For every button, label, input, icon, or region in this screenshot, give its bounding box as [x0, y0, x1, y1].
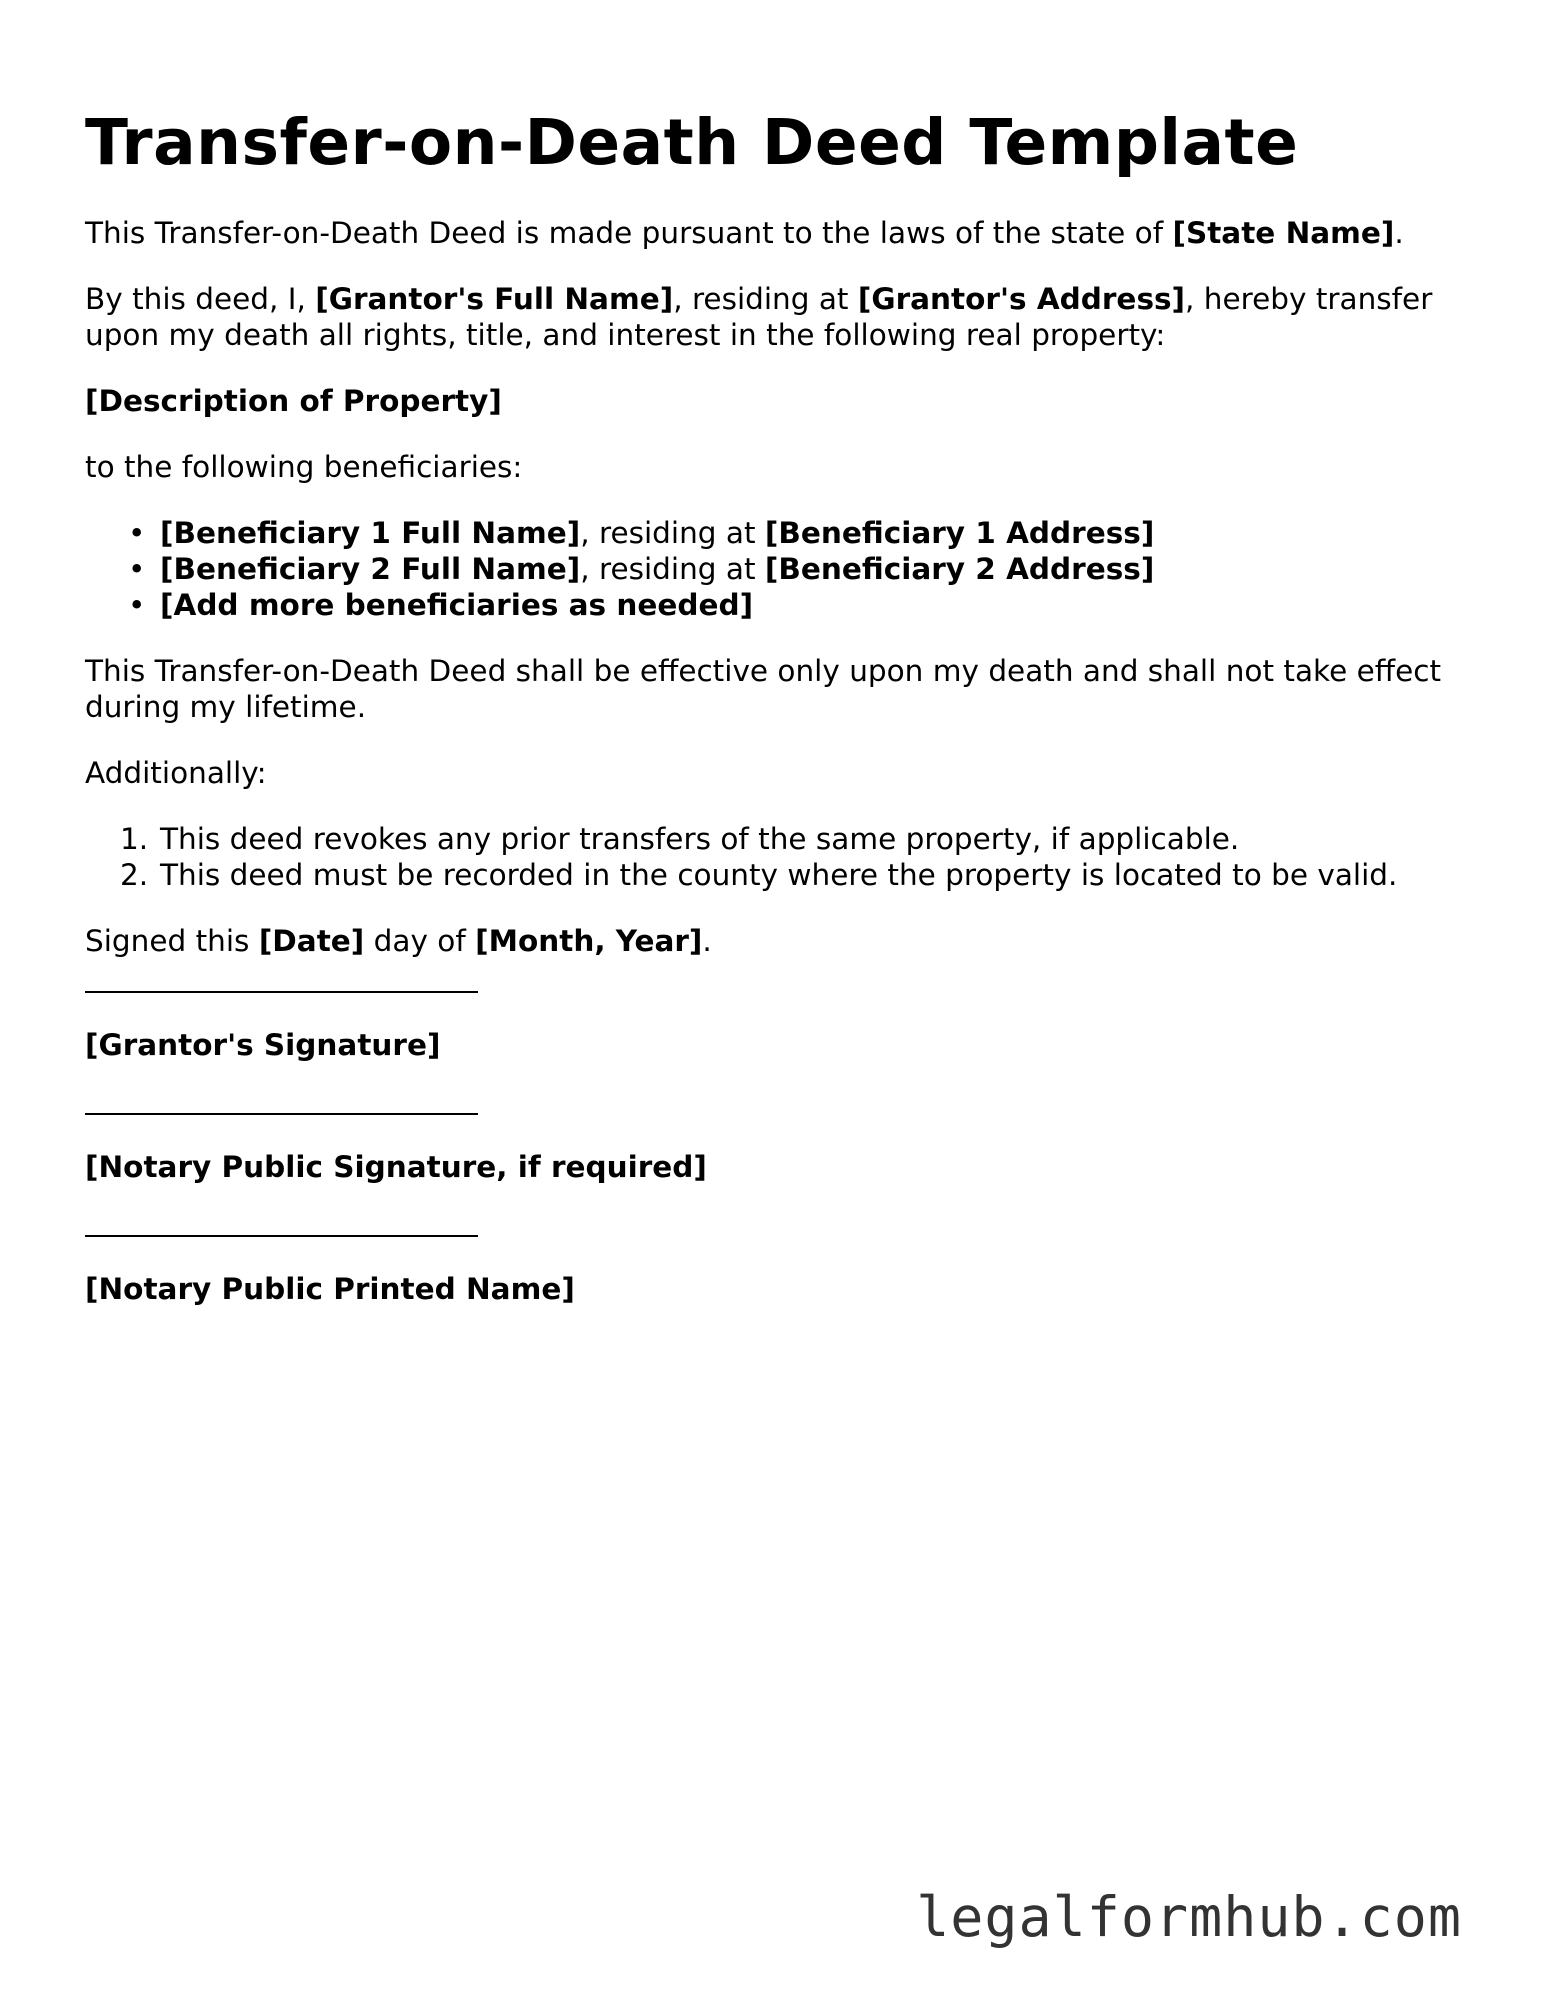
document-title: Transfer-on-Death Deed Template	[85, 106, 1299, 179]
property-description-paragraph	[85, 383, 1465, 419]
grant-text-2: , residing at	[673, 282, 858, 317]
document-page	[85, 0, 1465, 1307]
grant-text-1: By this deed, I,	[85, 282, 316, 317]
grantor-name-placeholder: [Grantor's Full Name]	[315, 282, 674, 317]
beneficiary-name-placeholder: [Beneficiary 1 Full Name]	[160, 516, 581, 551]
intro-text: This Transfer-on-Death Deed is made pursuant to the laws of the state of	[85, 216, 1173, 251]
conditions-list	[85, 821, 1465, 893]
notary-signature-label: [Notary Public Signature, if required]	[85, 1150, 707, 1185]
intro-paragraph	[85, 215, 1465, 251]
grantor-address-placeholder: [Grantor's Address]	[857, 282, 1186, 317]
signature-line	[85, 1235, 478, 1237]
beneficiary-address-placeholder: [Beneficiary 2 Address]	[764, 552, 1155, 587]
property-description-placeholder: [Description of Property]	[85, 384, 502, 419]
intro-period: .	[1394, 216, 1404, 251]
signature-line	[85, 991, 478, 993]
beneficiaries-list	[85, 515, 1465, 623]
bullet: •	[128, 516, 146, 551]
condition-text: This deed revokes any prior transfers of the same property, if applicable.	[160, 822, 1240, 857]
grant-paragraph	[85, 281, 1465, 353]
beneficiaries-intro: to the following beneficiaries:	[85, 450, 523, 485]
notary-printed-name-block	[85, 1235, 1465, 1307]
month-year-placeholder: [Month, Year]	[475, 924, 703, 959]
signature-line	[85, 1113, 478, 1115]
signed-period: .	[702, 924, 712, 959]
add-more-beneficiaries-placeholder: [Add more beneficiaries as needed]	[160, 588, 754, 623]
signed-text-1: Signed this	[85, 924, 259, 959]
list-number: 2.	[120, 858, 149, 893]
grantor-signature-label: [Grantor's Signature]	[85, 1028, 441, 1063]
bullet: •	[128, 588, 146, 623]
notary-printed-name-label: [Notary Public Printed Name]	[85, 1272, 575, 1307]
footer-brand: legalformhub.com	[916, 1885, 1462, 1949]
grantor-signature-block	[85, 991, 1465, 1063]
beneficiary-address-placeholder: [Beneficiary 1 Address]	[764, 516, 1155, 551]
beneficiary-residing-text: , residing at	[580, 516, 765, 551]
list-number: 1.	[120, 822, 149, 857]
date-placeholder: [Date]	[258, 924, 365, 959]
state-name-placeholder: [State Name]	[1172, 216, 1395, 251]
beneficiary-residing-text: , residing at	[580, 552, 765, 587]
signed-paragraph	[85, 923, 1465, 959]
additionally-label: Additionally:	[85, 756, 267, 791]
grant-text-3: , hereby transfer upon my death all rights, title, and interest in the following real property:	[85, 282, 1433, 353]
effective-paragraph: This Transfer-on-Death Deed shall be effective only upon my death and shall not take effect during my lifetime.	[85, 654, 1442, 725]
list-item	[120, 857, 1465, 893]
notary-signature-block	[85, 1113, 1465, 1185]
bullet: •	[128, 552, 146, 587]
list-item	[128, 587, 1465, 623]
list-item	[128, 551, 1465, 587]
beneficiary-name-placeholder: [Beneficiary 2 Full Name]	[160, 552, 581, 587]
list-item	[128, 515, 1465, 551]
list-item	[120, 821, 1465, 857]
condition-text: This deed must be recorded in the county where the property is located to be valid.	[160, 858, 1398, 893]
signed-text-2: day of	[364, 924, 476, 959]
